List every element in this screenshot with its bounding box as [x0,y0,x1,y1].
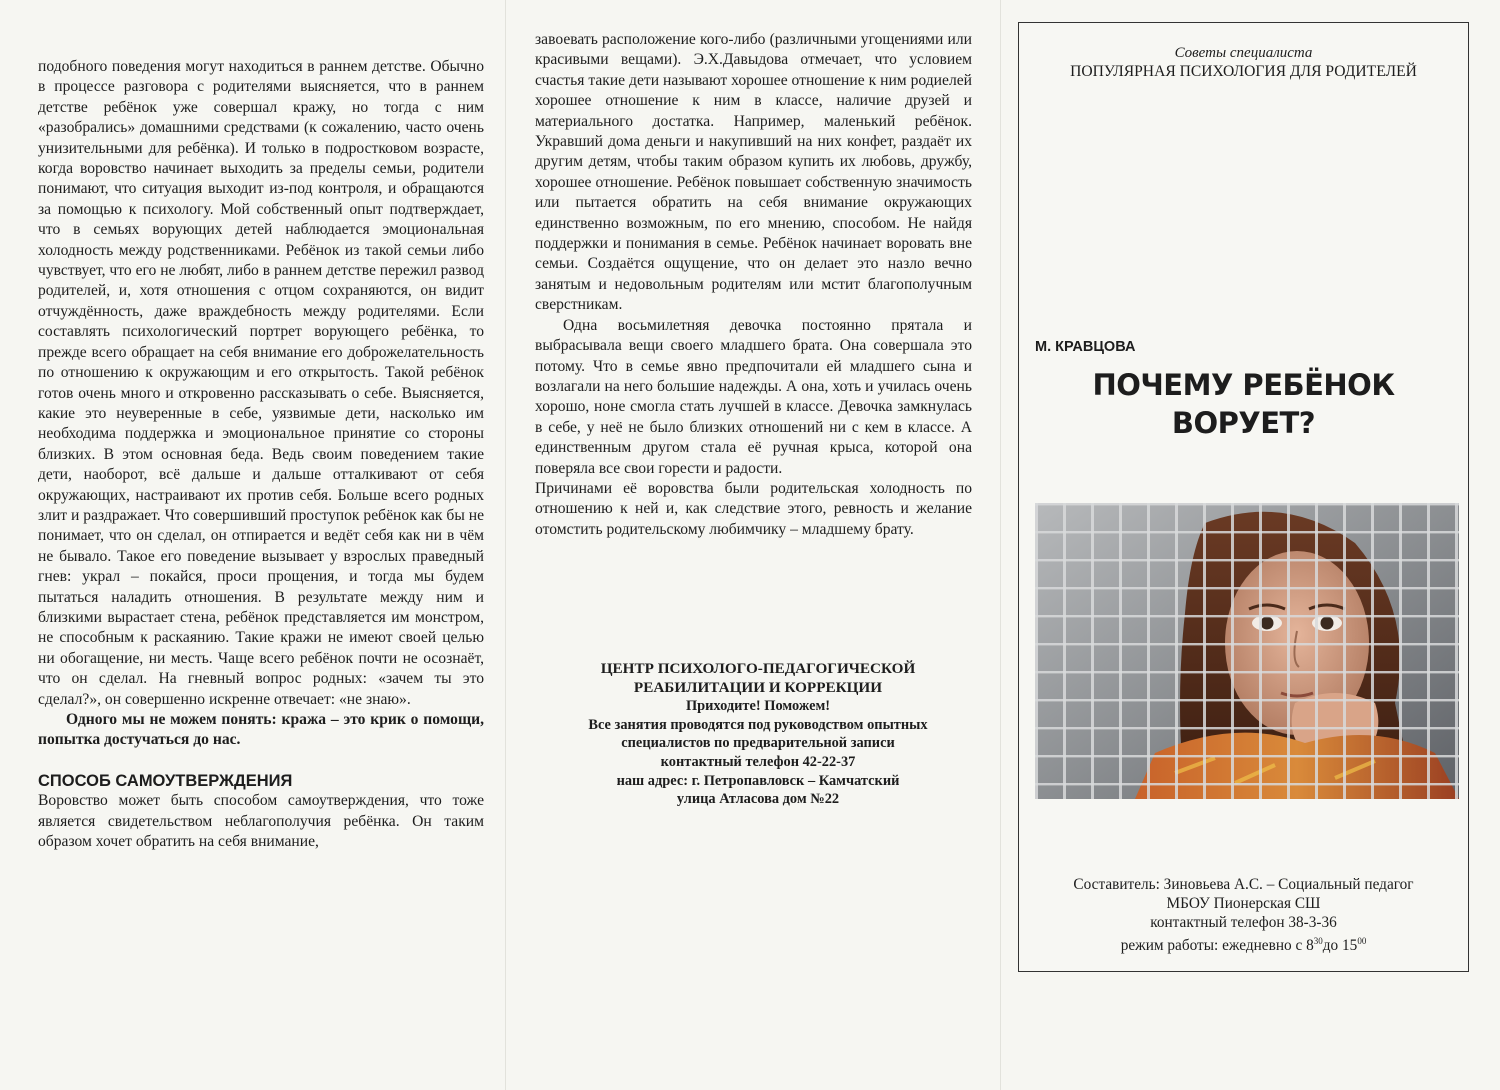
hours-text: до 15 [1322,937,1358,955]
cover-tagline: Советы специалиста [1174,45,1313,61]
hours-minutes: 30 [1313,936,1323,946]
center-name-line: ЦЕНТР ПСИХОЛОГО-ПЕДАГОГИЧЕСКОЙ [600,660,916,677]
info-line: Все занятия проводятся под руководством опытных [588,716,928,733]
school-line: МБОУ Пионерская СШ [1166,895,1321,912]
body-paragraph: Одна восьмилетняя девочка постоянно прятала и выбрасывала вещи своего младшего брата. Она совершала это потому. Что в семье явно предпочитали ей младшего сына и возлагали на него большие надежды. А она, хоть и училась очень хорошо, ноне смогла стать лучшей в классе. Девочка замкнулась в себе, у неё не было близких отношений ни с кем в классе. А единственным другом стала её ручная крыса, которой она поверяла все свои горести и радости. [535,316,972,477]
slogan: Приходите! Поможем! [685,698,831,715]
body-paragraph: Воровство может быть способом самоутверждения, что тоже является свидетельством неблагополучия ребёнка. Он таким образом хочет обратить на себя внимание, [38,792,484,851]
phone-line: контактный телефон 38-3-36 [1150,914,1337,931]
phone-line: контактный телефон 42-22-37 [660,753,856,770]
hours-text: режим работы: ежедневно с 8 [1120,937,1314,955]
cover-panel [1018,22,1469,972]
cover-title-line: ПОЧЕМУ РЕБЁНОК [1092,368,1395,402]
body-paragraph: Причинами её воровства были родительская холодность по отношению к ней и, как следствие этого, ревность и желание отомстить родительскому любимчику – младшему брату. [535,479,972,538]
section-heading: СПОСОБ САМОУТВЕРЖДЕНИЯ [38,771,293,790]
cover-title-line: ВОРУЕТ? [1171,406,1316,440]
series-title: ПОПУЛЯРНАЯ ПСИХОЛОГИЯ ДЛЯ РОДИТЕЛЕЙ [1070,63,1417,80]
fold-line [505,0,506,1090]
fold-line [1000,0,1001,1090]
center-name-line: РЕАБИЛИТАЦИИ И КОРРЕКЦИИ [633,678,883,696]
middle-column [535,30,972,540]
bold-paragraph: Одного мы не можем понять: кража – это крик о помощи, попытка достучаться до нас. [38,711,484,749]
hours-minutes: 00 [1357,936,1367,946]
author-name: М. КРАВЦОВА [1035,339,1136,355]
compiler-line: Составитель: Зиновьева А.С. – Социальный педагог [1073,876,1414,893]
body-paragraph: подобного поведения могут находиться в раннем детстве. Обычно в процессе разговора с родителями выясняется, что в раннем детстве ребёнок уже совершал кражу, но тогда с ним «разобрались» домашними средствами (к сожалению, часто очень унизительными для ребёнка). И только в подростковом возрасте, когда воровство начинает выходить за пределы семьи, родители понимают, что ситуация выходит из-под контроля, и обращаются за помощью к психологу. Мой собственный опыт подтверждает, что в семьях ворующих детей наблюдается эмоциональная холодность между родственниками. Ребёнок из такой семьи либо чувствует, что его не любят, либо в раннем детстве пережил развод родителей, и, хотя отношения с отцом сохраняются, он видит отчуждённость, даже враждебность между родителями. Если составлять психологический портрет ворующего ребёнка, то прежде всего обращает на себя внимание его доброжелательность по отношению к окружающим и его открытость. Такой ребёнок готов очень много и откровенно рассказывать о себе. Выясняется, какие это неуверенные в себе, уязвимые дети, насколько им необходима поддержка и эмоциональное принятие со стороны близких. В этом основная беда. Ведь своим поведением такие дети, наоборот, всё дальше и дальше отталкивают от себя окружающих, настраивают их против себя. Больше всего родных злит и раздражает. Что совершивший проступок ребёнок как бы не понимает, что он сделал, он отпирается и ведёт себя как ни в чём не бывало. Такое его поведение вызывает у взрослых праведный гнев: украл – покайся, проси прощения, и тогда мы будем пытаться наладить отношения. В результате между ним и близкими вырастает стена, ребёнок представляется им монстром, не способным к раскаянию. Такие кражи не имеют своей целью ни обогащение, ни месть. Чаще всего ребёнок почти не осознаёт, что он сделал. На гневный вопрос родных: «зачем ты это сделал?», он совершенно искренне отвечает: «не знаю». [38,58,484,708]
address-line: наш адрес: г. Петропавловск – Камчатский [616,772,900,789]
cover-photo-girl-behind-bars [1035,503,1459,799]
contact-block [548,660,968,809]
address-line: улица Атласова дом №22 [676,791,840,808]
cover-title [1019,366,1468,442]
cover-footer [1019,875,1468,955]
body-paragraph: завоевать расположение кого-либо (различными угощениями или красивыми вещами). Э.Х.Давыдова отмечает, что условием счастья такие дети называют хорошее отношение к ним родиелей хорошее отношение к ним в классе, наличие друзей и материального достатка. Например, маленький ребёнок. Укравший дома деньги и накупивший на них конфет, раздаёт их другим детям, чтобы таким образом купить их любовь, дружбу, хорошее отношение. Ребёнок повышает собственную значимость или пытается обратить на себя внимание окружающих единственно возможным, по его мнению, способом. Не найдя поддержки и понимания в семье. Ребёнок начинает воровать вне семьи. Создаётся ощущение, что он делает это назло вечно занятым и недовольным родителям или мстит благополучным сверстникам. [535,31,972,314]
info-line: специалистов по предварительной записи [621,735,895,752]
left-column [38,57,484,852]
hours-line [1019,932,1468,955]
